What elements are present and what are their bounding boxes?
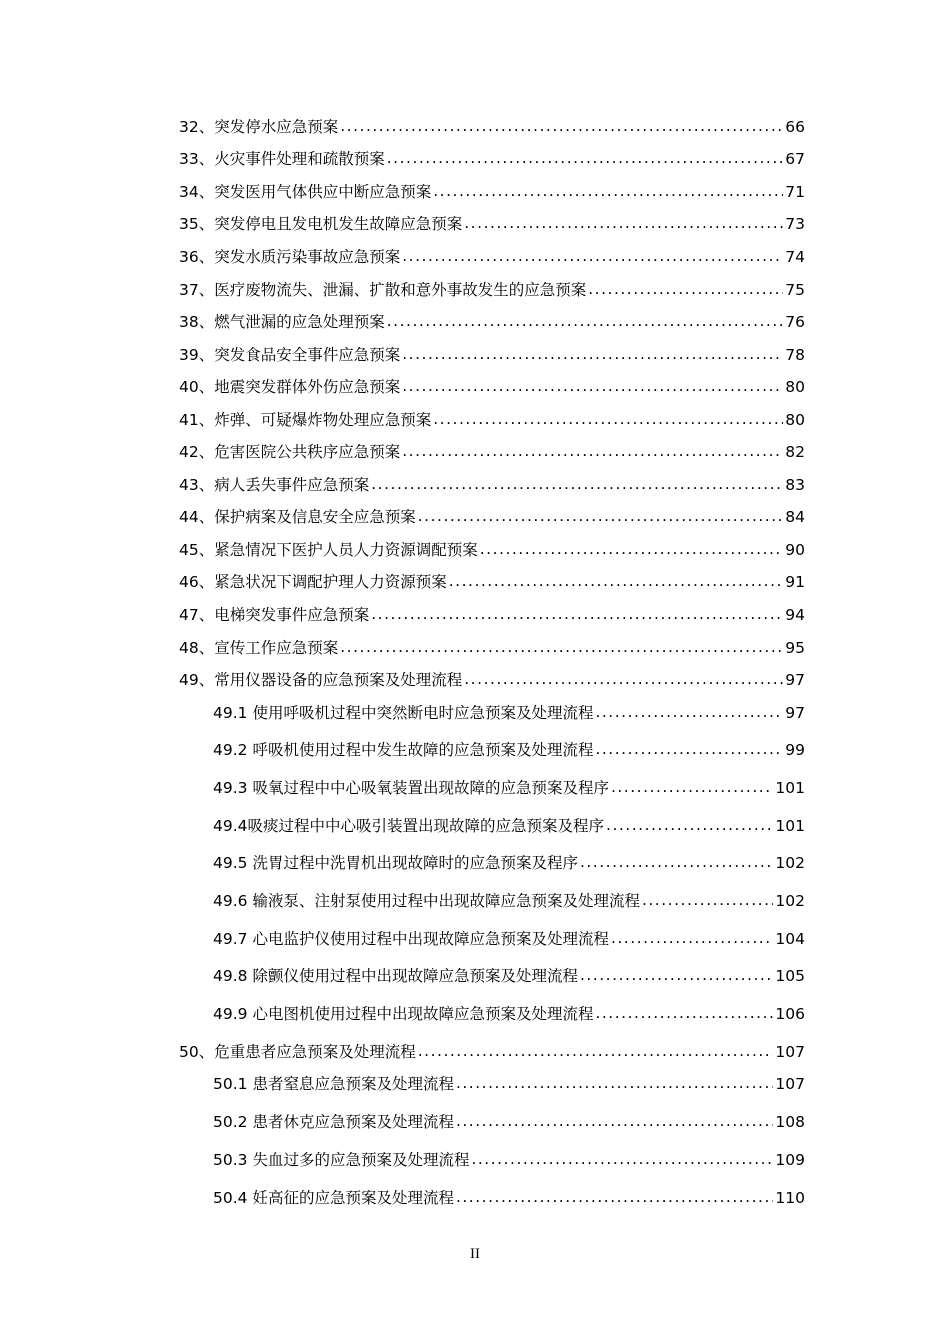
toc-entry-page: 99 — [785, 741, 805, 759]
toc-dot-leader — [611, 926, 773, 950]
toc-entry-page: 80 — [785, 411, 805, 429]
toc-dot-leader — [340, 114, 783, 138]
toc-dot-leader — [642, 888, 773, 912]
toc-entry[interactable] — [213, 701, 805, 725]
toc-entry-title: 49.2 呼吸机使用过程中发生故障的应急预案及处理流程 — [213, 741, 594, 759]
toc-entry[interactable] — [213, 776, 805, 800]
toc-dot-leader — [580, 963, 773, 987]
toc-dot-leader — [606, 813, 773, 837]
toc-dot-leader — [595, 700, 783, 724]
toc-entry-page: 84 — [785, 508, 805, 526]
toc-entry[interactable] — [213, 814, 805, 838]
toc-dot-leader — [418, 504, 783, 528]
toc-dot-leader — [433, 179, 783, 203]
toc-dot-leader — [464, 211, 783, 235]
toc-dot-leader — [456, 1109, 773, 1133]
toc-entry-title: 47、电梯突发事件应急预案 — [179, 606, 370, 624]
toc-entry-page: 73 — [785, 215, 805, 233]
toc-entry-page: 102 — [775, 892, 805, 910]
toc-entry-page: 76 — [785, 313, 805, 331]
toc-entry-title: 38、燃气泄漏的应急处理预案 — [179, 313, 385, 331]
toc-entry-page: 71 — [785, 183, 805, 201]
toc-entry[interactable] — [213, 851, 805, 875]
toc-entry-title: 37、医疗废物流失、泄漏、扩散和意外事故发生的应急预案 — [179, 281, 587, 299]
toc-dot-leader — [611, 775, 773, 799]
toc-entry-title: 49.1 使用呼吸机过程中突然断电时应急预案及处理流程 — [213, 704, 594, 722]
toc-entry-title: 44、保护病案及信息安全应急预案 — [179, 508, 416, 526]
toc-entry-page: 97 — [785, 704, 805, 722]
toc-dot-leader — [387, 146, 783, 170]
toc-entry[interactable] — [179, 245, 805, 269]
toc-dot-leader — [595, 1001, 773, 1025]
toc-entry[interactable] — [179, 668, 805, 692]
toc-entry-title: 50.3 失血过多的应急预案及处理流程 — [213, 1151, 470, 1169]
toc-entry-title: 46、紧急状况下调配护理人力资源预案 — [179, 573, 447, 591]
toc-entry-title: 43、病人丢失事件应急预案 — [179, 476, 370, 494]
toc-entry[interactable] — [179, 570, 805, 594]
toc-entry-page: 102 — [775, 854, 805, 872]
page-number: II — [470, 1246, 480, 1262]
toc-entry-page: 91 — [785, 573, 805, 591]
toc-entry[interactable] — [179, 115, 805, 139]
toc-entry-page: 83 — [785, 476, 805, 494]
toc-entry-title: 45、紧急情况下医护人员人力资源调配预案 — [179, 541, 478, 559]
toc-entry-title: 50.4 妊高征的应急预案及处理流程 — [213, 1189, 454, 1207]
toc-dot-leader — [480, 537, 783, 561]
toc-entry-title: 50.2 患者休克应急预案及处理流程 — [213, 1113, 454, 1131]
toc-dot-leader — [402, 374, 783, 398]
toc-entry-page: 101 — [775, 779, 805, 797]
toc-entry[interactable] — [213, 738, 805, 762]
toc-entry-page: 80 — [785, 378, 805, 396]
toc-entry-title: 49.5 洗胃过程中洗胃机出现故障时的应急预案及程序 — [213, 854, 578, 872]
toc-entry[interactable] — [179, 505, 805, 529]
toc-entry-title: 39、突发食品安全事件应急预案 — [179, 346, 401, 364]
toc-entry-title: 33、火灾事件处理和疏散预案 — [179, 150, 385, 168]
toc-dot-leader — [387, 309, 783, 333]
toc-entry-title: 49.8 除颤仪使用过程中出现故障应急预案及处理流程 — [213, 967, 578, 985]
toc-entry-title: 40、地震突发群体外伤应急预案 — [179, 378, 401, 396]
toc-dot-leader — [464, 667, 783, 691]
toc-entry[interactable] — [179, 147, 805, 171]
toc-entry-title: 49、常用仪器设备的应急预案及处理流程 — [179, 671, 463, 689]
toc-entry[interactable] — [179, 343, 805, 367]
toc-entry-page: 108 — [775, 1113, 805, 1131]
toc-entry-title: 32、突发停水应急预案 — [179, 118, 339, 136]
toc-entry-page: 82 — [785, 443, 805, 461]
toc-dot-leader — [595, 737, 783, 761]
toc-entry[interactable] — [179, 408, 805, 432]
toc-entry-title: 50、危重患者应急预案及处理流程 — [179, 1043, 416, 1061]
toc-entry-page: 109 — [775, 1151, 805, 1169]
toc-entry[interactable] — [213, 889, 805, 913]
toc-entry-title: 49.9 心电图机使用过程中出现故障应急预案及处理流程 — [213, 1005, 594, 1023]
toc-dot-leader — [340, 635, 783, 659]
toc-entry-title: 41、炸弹、可疑爆炸物处理应急预案 — [179, 411, 432, 429]
toc-entry-page: 78 — [785, 346, 805, 364]
toc-entry-title: 42、危害医院公共秩序应急预案 — [179, 443, 401, 461]
toc-entry[interactable] — [179, 1040, 805, 1064]
toc-entry-page: 105 — [775, 967, 805, 985]
toc-entry[interactable] — [213, 1186, 805, 1210]
toc-entry[interactable] — [179, 636, 805, 660]
toc-entry-title: 34、突发医用气体供应中断应急预案 — [179, 183, 432, 201]
toc-entry-page: 75 — [785, 281, 805, 299]
toc-entry-page: 90 — [785, 541, 805, 559]
toc-entry-title: 50.1 患者窒息应急预案及处理流程 — [213, 1075, 454, 1093]
toc-entry-page: 66 — [785, 118, 805, 136]
toc-entry-title: 49.4吸痰过程中中心吸引装置出现故障的应急预案及程序 — [213, 817, 605, 835]
toc-dot-leader — [580, 850, 773, 874]
toc-entry-page: 101 — [775, 817, 805, 835]
toc-entry-page: 106 — [775, 1005, 805, 1023]
toc-entry-title: 35、突发停电且发电机发生故障应急预案 — [179, 215, 463, 233]
toc-entry[interactable] — [179, 310, 805, 334]
toc-entry-page: 110 — [775, 1189, 805, 1207]
toc-entry[interactable] — [179, 603, 805, 627]
toc-dot-leader — [471, 1147, 773, 1171]
toc-dot-leader — [402, 244, 783, 268]
toc-dot-leader — [402, 439, 783, 463]
toc-entry[interactable] — [179, 212, 805, 236]
toc-entry[interactable] — [179, 473, 805, 497]
toc-entry[interactable] — [213, 1110, 805, 1134]
toc-dot-leader — [449, 569, 783, 593]
toc-entry[interactable] — [179, 278, 805, 302]
toc-entry[interactable] — [179, 538, 805, 562]
toc-entry[interactable] — [179, 440, 805, 464]
toc-entry[interactable] — [213, 1148, 805, 1172]
toc-entry-title: 48、宣传工作应急预案 — [179, 639, 339, 657]
toc-entry-title: 49.3 吸氧过程中中心吸氧装置出现故障的应急预案及程序 — [213, 779, 609, 797]
toc-dot-leader — [418, 1039, 774, 1063]
toc-dot-leader — [433, 407, 783, 431]
toc-entry-page: 104 — [775, 930, 805, 948]
toc-dot-leader — [371, 472, 783, 496]
toc-dot-leader — [588, 277, 783, 301]
toc-dot-leader — [456, 1185, 773, 1209]
toc-entry[interactable] — [213, 964, 805, 988]
toc-entry-title: 49.6 输液泵、注射泵使用过程中出现故障应急预案及处理流程 — [213, 892, 640, 910]
toc-dot-leader — [456, 1071, 773, 1095]
toc-dot-leader — [371, 602, 783, 626]
toc-entry[interactable] — [213, 1002, 805, 1026]
toc-entry-page: 107 — [775, 1075, 805, 1093]
toc-entry-page: 97 — [785, 671, 805, 689]
toc-entry-page: 74 — [785, 248, 805, 266]
toc-entry-page: 95 — [785, 639, 805, 657]
toc-entry[interactable] — [179, 375, 805, 399]
toc-entry[interactable] — [179, 180, 805, 204]
toc-entry[interactable] — [213, 927, 805, 951]
toc-entry-page: 94 — [785, 606, 805, 624]
toc-entry-title: 49.7 心电监护仪使用过程中出现故障应急预案及处理流程 — [213, 930, 609, 948]
toc-entry[interactable] — [213, 1072, 805, 1096]
toc-entry-title: 36、突发水质污染事故应急预案 — [179, 248, 401, 266]
toc-entry-page: 67 — [785, 150, 805, 168]
toc-dot-leader — [402, 342, 783, 366]
toc-entry-page: 107 — [775, 1043, 805, 1061]
